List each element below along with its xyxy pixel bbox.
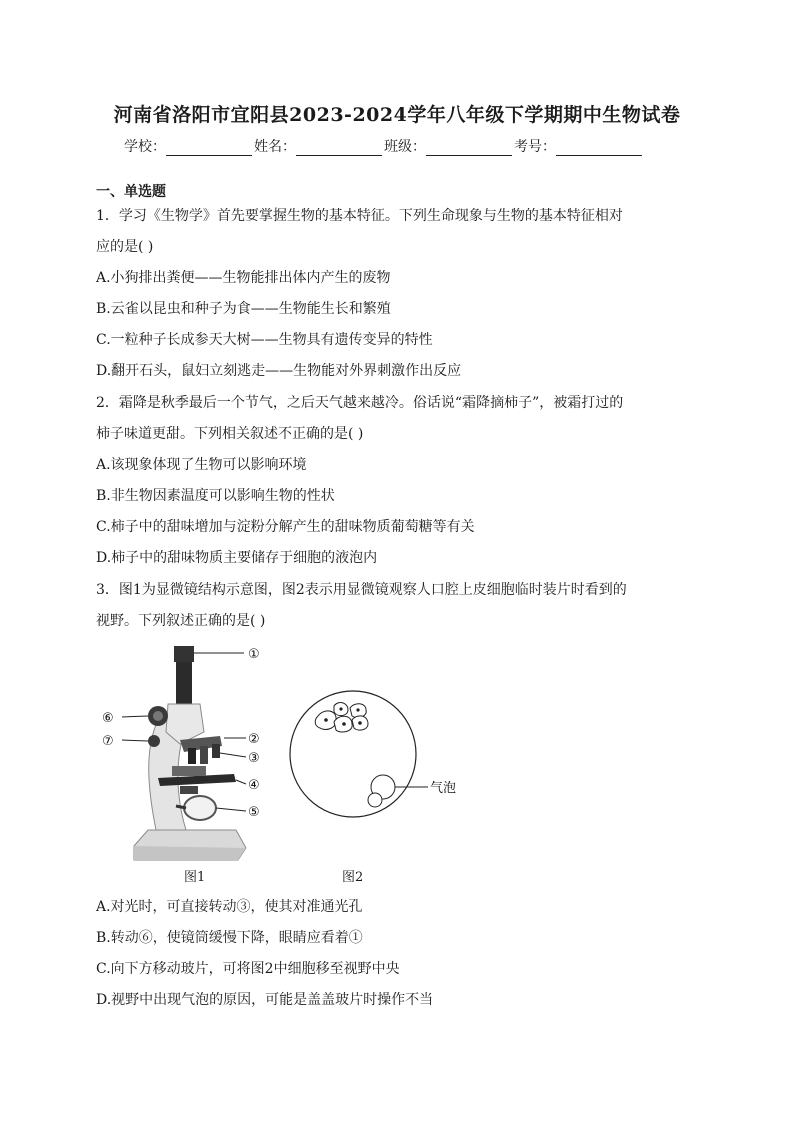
question-2-option-d: D.柿子中的甜味物质主要储存于细胞的液泡内	[96, 550, 378, 566]
marker-1: ①	[248, 647, 260, 662]
question-2-option-c: C.柿子中的甜味增加与淀粉分解产生的甜味物质葡萄糖等有关	[96, 519, 475, 535]
question-3-option-b: B.转动⑥，使镜筒缓慢下降，眼睛应看着①	[96, 930, 363, 946]
figure-1-caption: 图1	[184, 870, 206, 885]
bubble-label: 气泡	[430, 781, 457, 796]
school-label: 学校：	[124, 139, 166, 155]
question-3-option-d: D.视野中出现气泡的原因，可能是盖盖玻片时操作不当	[96, 992, 434, 1008]
marker-4: ④	[248, 778, 260, 793]
marker-7: ⑦	[102, 734, 114, 749]
question-2-stem-cont: 柿子味道更甜。下列相关叙述不正确的是( )	[96, 426, 364, 442]
question-3-stem-cont: 视野。下列叙述正确的是( )	[96, 613, 266, 629]
number-label: 考号：	[514, 139, 556, 155]
microscope-diagram	[96, 640, 476, 890]
school-blank[interactable]	[166, 141, 252, 156]
question-3-option-c: C.向下方移动玻片，可将图2中细胞移至视野中央	[96, 961, 400, 977]
question-1-option-a: A.小狗排出粪便——生物能排出体内产生的废物	[96, 270, 391, 286]
class-blank[interactable]	[426, 141, 512, 156]
question-1-option-c: C.一粒种子长成参天大树——生物具有遗传变异的特性	[96, 332, 433, 348]
bubble-small	[368, 793, 382, 807]
question-1-stem-cont: 应的是( )	[96, 239, 154, 255]
class-label: 班级：	[384, 139, 426, 155]
question-3-figure	[96, 640, 476, 890]
number-blank[interactable]	[556, 141, 642, 156]
name-blank[interactable]	[296, 141, 382, 156]
question-3-stem: 3．图1为显微镜结构示意图，图2表示用显微镜观察人口腔上皮细胞临时装片时看到的	[96, 582, 627, 598]
microscope-illustration	[134, 646, 246, 860]
student-info-row	[124, 136, 644, 156]
field-of-view	[290, 691, 428, 817]
question-1-option-d: D.翻开石头，鼠妇立刻逃走——生物能对外界刺激作出反应	[96, 363, 462, 379]
name-label: 姓名：	[254, 139, 296, 155]
question-3-option-a: A.对光时，可直接转动③，使其对准通光孔	[96, 899, 363, 915]
page-title: 河南省洛阳市宜阳县2023-2024学年八年级下学期期中生物试卷	[113, 104, 681, 126]
marker-3: ③	[248, 751, 260, 766]
section-heading: 一、单选题	[96, 184, 166, 200]
marker-6: ⑥	[102, 711, 114, 726]
marker-5: ⑤	[248, 805, 260, 820]
question-1-option-b: B.云雀以昆虫和种子为食——生物能生长和繁殖	[96, 301, 391, 317]
figure-2-caption: 图2	[342, 870, 364, 885]
marker-2: ②	[248, 732, 260, 747]
question-2-option-a: A.该现象体现了生物可以影响环境	[96, 457, 307, 473]
question-2-option-b: B.非生物因素温度可以影响生物的性状	[96, 488, 335, 504]
question-2-stem: 2．霜降是秋季最后一个节气，之后天气越来越冷。俗话说“霜降摘柿子”，被霜打过的	[96, 395, 624, 411]
question-1-stem: 1．学习《生物学》首先要掌握生物的基本特征。下列生命现象与生物的基本特征相对	[96, 208, 623, 224]
